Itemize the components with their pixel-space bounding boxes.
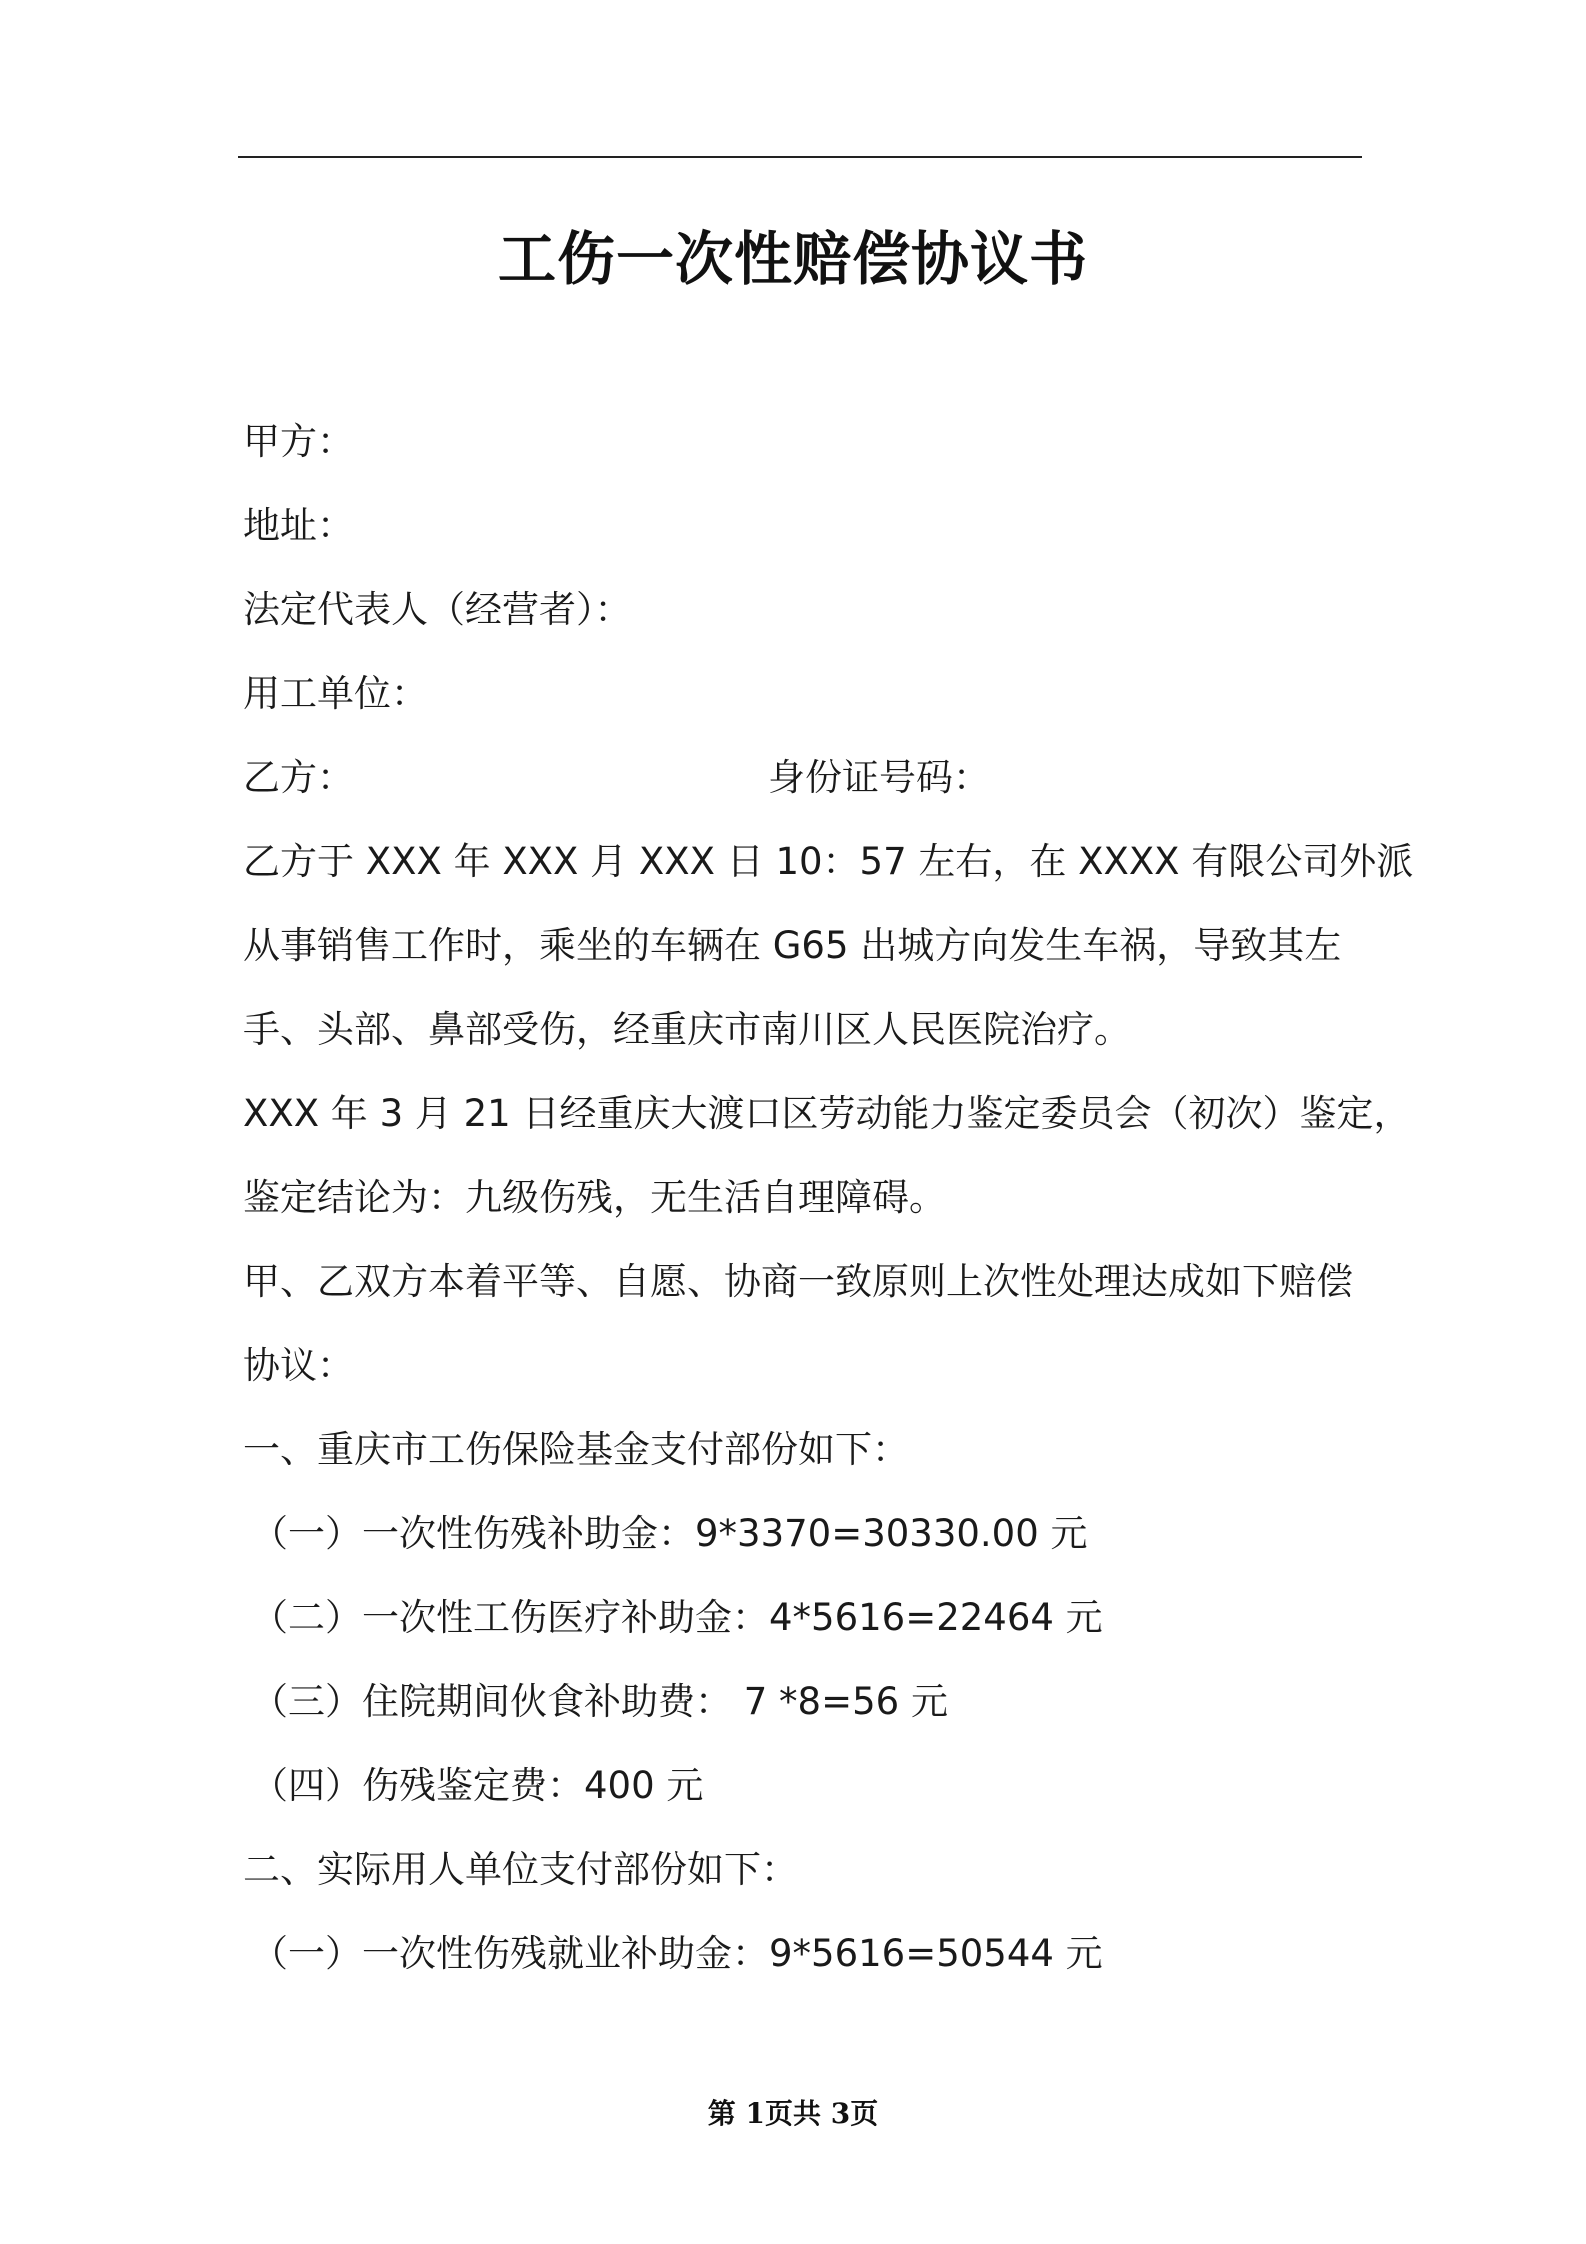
- legal-representative-label: 法定代表人（经营者）：: [243, 588, 632, 631]
- paragraph-line: 从事销售工作时，乘坐的车辆在 G65 出城方向发生车祸，导致其左: [243, 924, 1342, 967]
- section-2-heading: 二、实际用人单位支付部份如下：: [243, 1848, 798, 1891]
- section-1-heading: 一、重庆市工伤保险基金支付部份如下：: [243, 1428, 909, 1471]
- section-1-item: （二）一次性工伤医疗补助金：4*5616=22464 元: [251, 1596, 1103, 1639]
- section-1-item: （四）伤残鉴定费：400 元: [251, 1764, 704, 1807]
- paragraph-line: 乙方于 XXX 年 XXX 月 XXX 日 10：57 左右，在 XXXX 有限公司外派: [243, 840, 1414, 883]
- party-b-row: [243, 736, 1363, 820]
- section-1-item: （一）一次性伤残补助金：9*3370=30330.00 元: [251, 1512, 1088, 1555]
- paragraph-line: 协议：: [243, 1344, 354, 1387]
- document-title: 工伤一次性赔偿协议书: [497, 225, 1088, 293]
- employer-label: 用工单位：: [243, 672, 428, 715]
- paragraph-line: 甲、乙双方本着平等、自愿、协商一致原则上次性处理达成如下赔偿: [243, 1260, 1353, 1303]
- address-label: 地址：: [243, 504, 354, 547]
- page-number: 第 1页共 3页: [707, 2097, 879, 2130]
- party-a-label: 甲方：: [243, 420, 354, 463]
- paragraph-line: XXX 年 3 月 21 日经重庆大渡口区劳动能力鉴定委员会（初次）鉴定，: [243, 1092, 1411, 1135]
- paragraph-line: 鉴定结论为：九级伤残，无生活自理障碍。: [243, 1176, 946, 1219]
- section-1-item: （三）住院期间伙食补助费： 7 *8=56 元: [251, 1680, 948, 1723]
- party-b-label: 乙方：: [243, 756, 354, 799]
- id-number-label: 身份证号码：: [768, 756, 990, 799]
- paragraph-line: 手、头部、鼻部受伤，经重庆市南川区人民医院治疗。: [243, 1008, 1131, 1051]
- header-rule: [238, 156, 1362, 158]
- section-2-item: （一）一次性伤残就业补助金：9*5616=50544 元: [251, 1932, 1103, 1975]
- document-body: [243, 400, 1414, 1996]
